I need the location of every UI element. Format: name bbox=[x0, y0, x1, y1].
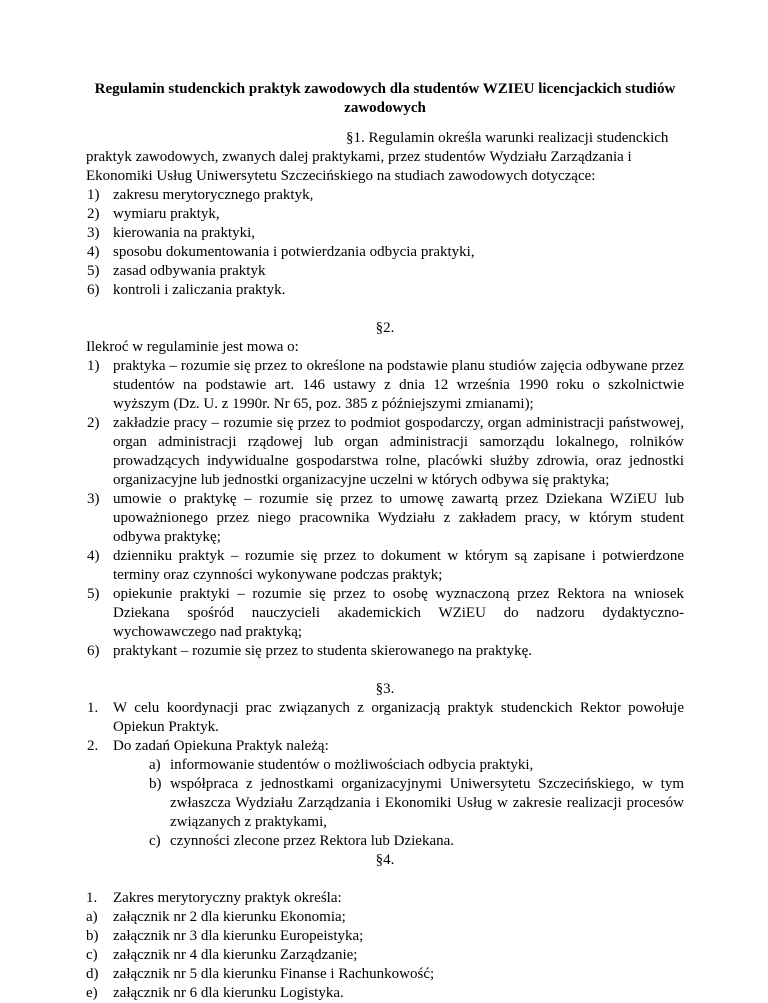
list-item: c) załącznik nr 4 dla kierunku Zarządzanie; bbox=[86, 947, 358, 963]
list-item: 2. Do zadań Opiekuna Praktyk należą: a) informowanie studentów o możliwościach odbycia praktyki, b) współpraca z jednostkami organizacyjnymi Uniwersytetu Szczecińskiego, w tym zwłaszcza Wydziału Zarządzania i Ekonomiki Usług w zakresie realizacji procesów związanych z praktykami, c) czynności zlecone przez Rektora lub Dziekana. bbox=[87, 738, 684, 849]
list-item: 1) zakresu merytorycznego praktyk, bbox=[87, 187, 314, 203]
list-item: b) współpraca z jednostkami organizacyjnymi Uniwersytetu Szczecińskiego, w tym zwłaszcza Wydziału Zarządzania i Ekonomiki Usług w zakresie realizacji procesów związanych z praktykami, bbox=[149, 776, 684, 830]
list-item: d) załącznik nr 5 dla kierunku Finanse i Rachunkowość; bbox=[86, 966, 435, 982]
list-item: 2) zakładzie pracy – rozumie się przez to podmiot gospodarczy, organ administracji państwowej, organ administracji rządowej lub organ administracji samorządu lokalnego, rolników prowadzących indywidualne gospodarstwa rolne, placówki służby zdrowia, oraz jednostki organizacyjne lub jednostki organizacyjne uczelni w których odbywa się praktyka; bbox=[87, 415, 684, 488]
list-item: a) informowanie studentów o możliwościach odbycia praktyki, bbox=[149, 757, 534, 773]
section-2-list bbox=[86, 357, 684, 661]
list-item: 3) kierowania na praktyki, bbox=[87, 225, 256, 241]
document-content bbox=[86, 80, 684, 1003]
list-item: 1. W celu koordynacji prac związanych z organizacją praktyk studenckich Rektor powołuje Opiekun Praktyk. bbox=[87, 700, 684, 735]
list-item: a) załącznik nr 2 dla kierunku Ekonomia; bbox=[86, 909, 346, 925]
list-item: b) załącznik nr 3 dla kierunku Europeistyka; bbox=[86, 928, 364, 944]
section-4-list bbox=[86, 889, 684, 1003]
list-item: 6) praktykant – rozumie się przez to studenta skierowanego na praktykę. bbox=[87, 643, 533, 659]
list-item: 5) zasad odbywania praktyk bbox=[87, 263, 266, 279]
list-item: 5) opiekunie praktyki – rozumie się przez to osobę wyznaczoną przez Rektora na wniosek Dziekana spośród nauczycieli akademickich WZiEU do nadzoru dydaktyczno-wychowawczego nad praktyką; bbox=[87, 586, 684, 640]
section-2-intro: Ilekroć w regulaminie jest mowa o: bbox=[86, 339, 299, 355]
document-title: Regulamin studenckich praktyk zawodowych dla studentów WZIEU licencjackich studiów zawodowych bbox=[94, 81, 676, 116]
list-item: 3) umowie o praktykę – rozumie się przez to umowę zawartą przez Dziekana WZiEU lub upoważnionego przez niego pracownika Wydziału z zakładem pracy, w którym student odbywa praktykę; bbox=[87, 491, 684, 545]
list-item: 1. Zakres merytoryczny praktyk określa: bbox=[86, 890, 342, 906]
list-item: 4) sposobu dokumentowania i potwierdzania odbycia praktyki, bbox=[87, 244, 475, 260]
section-3-heading: §3. bbox=[375, 681, 395, 697]
section-4-heading: §4. bbox=[375, 852, 395, 868]
list-item: 4) dzienniku praktyk – rozumie się przez to dokument w którym są zapisane i potwierdzone terminy oraz czynności wykonywane podczas praktyk; bbox=[87, 548, 684, 583]
section-1-list bbox=[86, 186, 684, 300]
section-2-heading: §2. bbox=[375, 320, 395, 336]
list-item: e) załącznik nr 6 dla kierunku Logistyka. bbox=[86, 985, 344, 1001]
list-item: 2) wymiaru praktyk, bbox=[87, 206, 220, 222]
list-item: 6) kontroli i zaliczania praktyk. bbox=[87, 282, 286, 298]
list-item: c) czynności zlecone przez Rektora lub Dziekana. bbox=[149, 833, 455, 849]
list-item: 1) praktyka – rozumie się przez to określone na podstawie planu studiów zajęcia odbywane przez studentów na podstawie art. 146 ustawy z dnia 12 września 1990 roku o szkolnictwie wyższym (Dz. U. z 1990r. Nr 65, poz. 385 z późniejszymi zmianami); bbox=[87, 358, 684, 412]
section-3-list bbox=[86, 699, 684, 851]
section-3-sublist bbox=[149, 756, 684, 851]
section-1-intro: §1. Regulamin określa warunki realizacji studenckich praktyk zawodowych, zwanych dalej praktykami, przez studentów Wydziału Zarządzania i Ekonomiki Usług Uniwersytetu Szczecińskiego na studiach zawodowych dotyczące: bbox=[86, 130, 669, 184]
